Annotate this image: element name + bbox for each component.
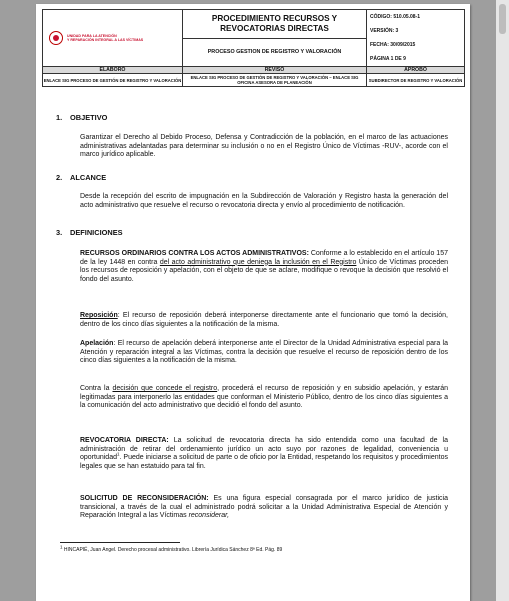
objetivo-paragraph: Garantizar el Derecho al Debido Proceso, Defensa y Contradicción de la población, en el marco de las actuaciones administrativas adelantadas para determinar su inclusión o no en el Registro Único de Víctimas -RUV-, acorde con el marco jurídico aplicable. — [80, 134, 448, 159]
codigo-label: CÓDIGO: 510.05.08-1 — [370, 13, 421, 20]
logo-cell — [43, 10, 183, 67]
definition-concede-registro: Contra la decisión que concede el registro, procederá el recurso de reposición y en subsidio apelación, y estarán legitimadas para interponerlo las entidades que conforman el Ministerio Público, dentro de los cinco días siguientes a la comunicación del acto administrativo que decidió el fondo del asunto. — [80, 385, 448, 410]
footnote-separator — [60, 542, 180, 543]
unidad-victimas-logo — [43, 31, 182, 45]
definition-recursos-ordinarios: RECURSOS ORDINARIOS CONTRA LOS ACTOS ADMINISTRATIVOS: Conforme a lo establecido en el artículo 157 de la ley 1448 en contra del acto administrativo que deniega la inclusión en el Registro Único de Víctimas proceden los recursos de reposición y apelación, con el objeto de que se aclare, modifique o revoque la decisión que resolvió el fondo del asunto. — [80, 250, 448, 283]
version-label: VERSIÓN: 3 — [370, 27, 399, 34]
section-objetivo-heading: 1. OBJETIVO — [56, 113, 108, 122]
pagina-label: PÁGINA 1 DE 9 — [370, 55, 406, 62]
coat-of-arms-icon — [49, 31, 63, 45]
reviso-value: ENLACE SIG PROCESO DE GESTIÓN DE REGISTRO Y VALORACIÓN – ENLACE SIG OFICINA ASESORA DE PLANEACIÓN — [183, 74, 367, 87]
definition-revocatoria-directa: REVOCATORIA DIRECTA: La solicitud de revocatoria directa ha sido entendida como una facultad de la administración de retirar del ordenamiento jurídico un acto suyo por razones de legalidad, conveniencia u oportunidad$^1$. Puede iniciarse a solicitud de parte o de oficio por la Entidad, respetando los requisitos y procedimientos legales que se han estatuido para tal fin. — [80, 437, 448, 470]
reviso-heading: REVISÓ — [183, 67, 367, 74]
aprobo-heading: APROBÓ — [367, 67, 465, 74]
definition-apelacion: Apelación: El recurso de apelación deberá interponerse ante el Director de la Unidad Administrativa especial para la Atención y reparación integral a las Víctimas, contra la decisión que resuelve el recurso de reposición dentro de los cinco días siguientes a la notificación de la misma. — [80, 340, 448, 365]
elaboro-value: ENLACE SIG PROCESO DE GESTIÓN DE REGISTRO Y VALORACIÓN — [43, 74, 183, 87]
definition-solicitud-reconsideracion: SOLICITUD DE RECONSIDERACIÓN: Es una figura especial consagrada por el marco jurídico de justicia transicional, a través de la cual el administrado podrá solicitar a la Unidad Administrativa Especial de Atención y Reparación Integral a las Víctimas reconsiderar, — [80, 495, 448, 520]
elaboro-heading: ELABORÓ — [43, 67, 183, 74]
section-definiciones-heading: 3. DEFINICIONES — [56, 228, 123, 237]
footnote: $^1$ HINCAPIÉ, Juan Angel. Derecho procesal administrativo. Librería Jurídica Sánchez 8ª Ed. Pág. 89 — [60, 544, 283, 553]
fecha-label: FECHA: 30/09/2015 — [370, 41, 416, 48]
vertical-scrollbar[interactable] — [496, 0, 509, 601]
document-header — [42, 9, 465, 87]
definition-reposicion: Reposición: El recurso de reposición deberá interponerse directamente ante el funcionario que tomó la decisión, dentro de los cinco días siguientes a la notificación de la misma. — [80, 312, 448, 328]
process-subtitle: PROCESO GESTION DE REGISTRO Y VALORACIÓN — [183, 38, 367, 67]
document-page — [36, 4, 470, 601]
scrollbar-thumb[interactable] — [499, 4, 506, 34]
logo-line-1: UNIDAD PARA LA ATENCIÓN — [67, 33, 117, 38]
document-title: PROCEDIMIENTO RECURSOS Y REVOCATORIAS DIRECTAS — [183, 10, 367, 39]
aprobo-value: SUBDIRECTOR DE REGISTRO Y VALORACIÓN — [367, 74, 465, 87]
logo-line-2: Y REPARACIÓN INTEGRAL A LAS VÍCTIMAS — [67, 38, 144, 42]
document-meta — [367, 10, 465, 67]
alcance-paragraph: Desde la recepción del escrito de impugnación en la Subdirección de Valoración y Registro hasta la generación del acto administrativo que resuelve el recurso o revocatoria directa y envío al procedimiento de notificación. — [80, 193, 448, 209]
section-alcance-heading: 2. ALCANCE — [56, 173, 107, 182]
